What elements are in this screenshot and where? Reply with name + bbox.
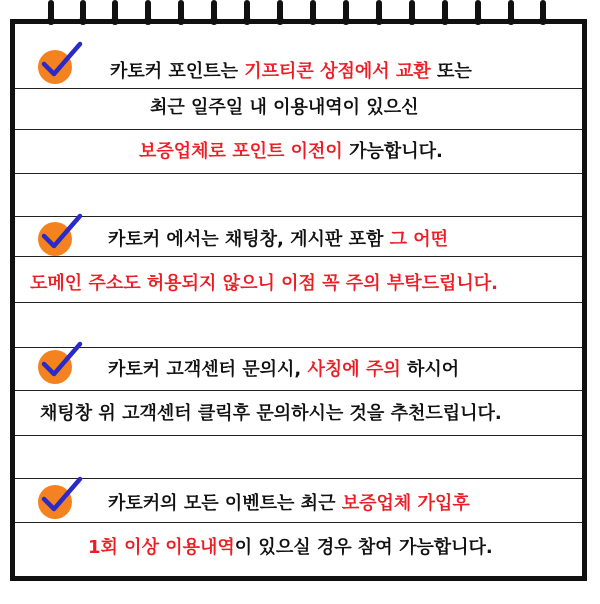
ruled-line [15, 216, 582, 217]
binder-ring [178, 0, 184, 22]
note-4-line-1 [0, 487, 600, 521]
highlight-text: 1회 이상 이용내역 [88, 537, 235, 558]
binder-ring [540, 0, 546, 22]
ruled-line [15, 302, 582, 303]
ruled-line [15, 347, 582, 348]
binder-ring [442, 0, 448, 22]
ruled-line [15, 129, 582, 130]
binder-ring [211, 0, 217, 22]
ruled-line [15, 522, 582, 523]
note-1-line-1 [0, 55, 600, 89]
body-text: 가능합니다. [342, 141, 443, 162]
body-text: 카토커의 모든 이벤트는 최근 [108, 493, 342, 514]
binder-ring [277, 0, 283, 22]
body-text: 카토커 에서는 채팅창, 게시판 포함 [108, 229, 390, 250]
note-1-line-2 [0, 91, 600, 125]
body-text: 채팅창 위 고객센터 클릭후 문의하시는 것을 추천드립니다. [40, 403, 502, 424]
ruled-line [15, 173, 582, 174]
body-text: 또는 [430, 61, 472, 82]
ruled-line [15, 390, 582, 391]
body-text: 이 있으실 경우 참여 가능합니다. [234, 537, 493, 558]
binder-ring [112, 0, 118, 22]
body-text: 하시어 [400, 359, 460, 380]
binder-ring [145, 0, 151, 22]
binder-ring [48, 0, 54, 22]
highlight-text: 기프티콘 상점에서 교환 [244, 61, 431, 82]
body-text: 카토커 포인트는 [110, 61, 245, 82]
binder-ring [508, 0, 514, 22]
binder-ring [475, 0, 481, 22]
highlight-text: 보증업체로 포인트 이전이 [139, 141, 343, 162]
note-4-line-2 [0, 531, 600, 565]
binder-ring [310, 0, 316, 22]
note-1-line-3 [0, 135, 600, 169]
body-text: 최근 일주일 내 이용내역이 있으신 [150, 97, 419, 118]
highlight-text: 사칭에 주의 [307, 359, 401, 380]
binder-ring [244, 0, 250, 22]
ruled-line [15, 478, 582, 479]
binder-ring [409, 0, 415, 22]
binder-ring [343, 0, 349, 22]
binder-ring [376, 0, 382, 22]
note-3-line-1 [0, 353, 600, 387]
highlight-text: 보증업체 가입후 [341, 493, 470, 514]
highlight-text: 도메인 주소도 허용되지 않으니 이점 꼭 주의 부탁드립니다. [30, 273, 499, 294]
note-2-line-1 [0, 223, 600, 257]
binder-ring [80, 0, 86, 22]
body-text: 카토커 고객센터 문의시, [108, 359, 308, 380]
note-3-line-2 [0, 397, 600, 431]
note-2-line-2 [0, 267, 600, 301]
highlight-text: 그 어떤 [389, 229, 449, 250]
ruled-line [15, 435, 582, 436]
